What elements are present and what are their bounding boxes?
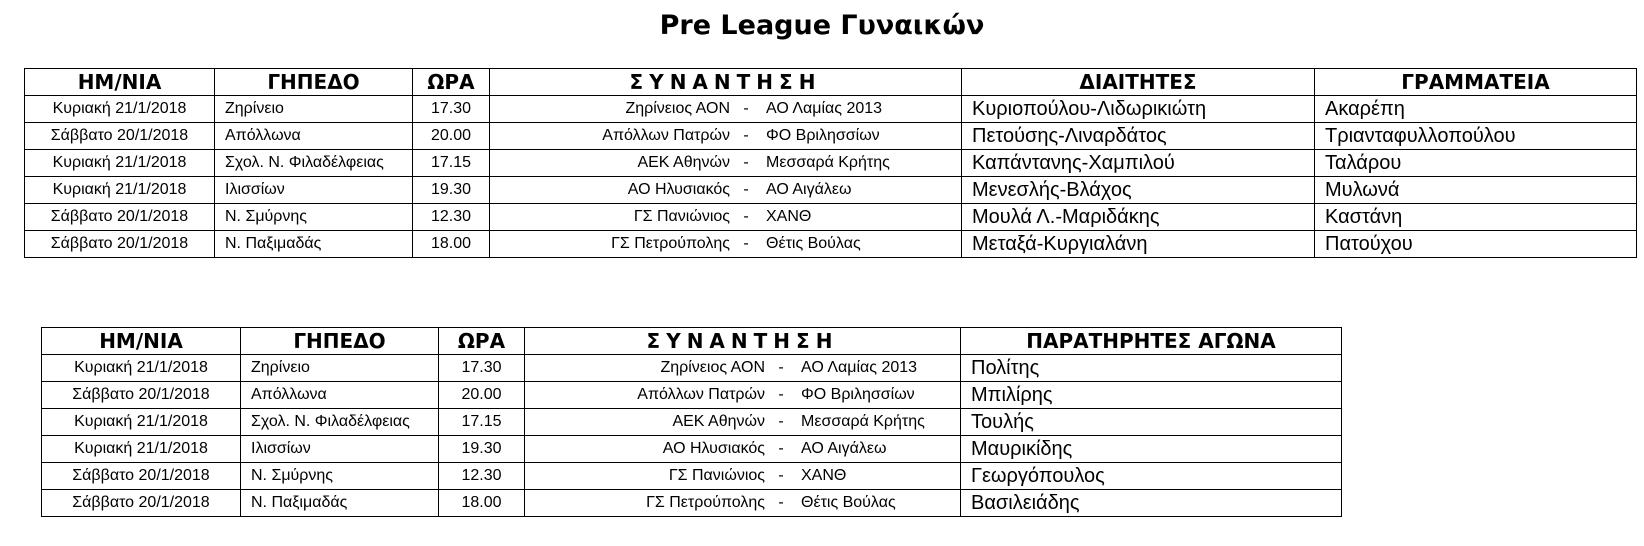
home-team: ΓΣ Πετρούπολης bbox=[646, 494, 765, 511]
away-team: ΧΑΝΘ bbox=[766, 208, 812, 225]
venue-cell: Ν. Παξιμαδάς bbox=[215, 231, 413, 258]
observer-cell: Πολίτης bbox=[961, 355, 1342, 382]
referees-cell: Μενεσλής-Βλάχος bbox=[962, 177, 1315, 204]
away-team: ΑΟ Αιγάλεω bbox=[801, 440, 887, 457]
table-row bbox=[42, 463, 1342, 490]
header-observers: ΠΑΡΑΤΗΡΗΤΕΣ ΑΓΩΝΑ bbox=[961, 328, 1342, 355]
header-date: ΗΜ/ΝΙΑ bbox=[25, 69, 215, 96]
match-cell bbox=[525, 355, 961, 382]
away-team: ΧΑΝΘ bbox=[801, 467, 847, 484]
venue-cell: Σχολ. Ν. Φιλαδέλφειας bbox=[241, 409, 439, 436]
home-team: ΑΟ Ηλυσιακός bbox=[662, 440, 765, 457]
table-header-row bbox=[42, 328, 1342, 355]
match-separator: - bbox=[743, 154, 749, 171]
away-team: Θέτις Βούλας bbox=[766, 235, 861, 252]
referees-cell: Κυριοπούλου-Λιδωρικιώτη bbox=[962, 96, 1315, 123]
date-cell: Σάββατο 20/1/2018 bbox=[42, 382, 241, 409]
venue-cell: Ν. Παξιμαδάς bbox=[241, 490, 439, 517]
time-cell: 12.30 bbox=[413, 204, 490, 231]
match-cell bbox=[490, 177, 962, 204]
table-row bbox=[25, 231, 1637, 258]
match-separator: - bbox=[743, 208, 749, 225]
match-cell bbox=[490, 231, 962, 258]
venue-cell: Ν. Σμύρνης bbox=[215, 204, 413, 231]
time-cell: 12.30 bbox=[439, 463, 525, 490]
secretary-cell: Τριανταφυλλοπούλου bbox=[1315, 123, 1637, 150]
venue-cell: Ζηρίνειο bbox=[241, 355, 439, 382]
header-time: ΩΡΑ bbox=[439, 328, 525, 355]
match-cell bbox=[525, 463, 961, 490]
header-match: ΣΥΝΑΝΤΗΣΗ bbox=[525, 328, 961, 355]
observer-cell: Βασιλειάδης bbox=[961, 490, 1342, 517]
referees-cell: Πετούσης-Λιναρδάτος bbox=[962, 123, 1315, 150]
observer-cell: Τουλής bbox=[961, 409, 1342, 436]
table-row bbox=[25, 96, 1637, 123]
match-separator: - bbox=[778, 413, 784, 430]
match-cell bbox=[490, 96, 962, 123]
date-cell: Σάββατο 20/1/2018 bbox=[42, 463, 241, 490]
referees-cell: Μουλά Λ.-Μαριδάκης bbox=[962, 204, 1315, 231]
table-header-row bbox=[25, 69, 1637, 96]
time-cell: 17.30 bbox=[439, 355, 525, 382]
home-team: ΑΕΚ Αθηνών bbox=[672, 413, 765, 430]
date-cell: Σάββατο 20/1/2018 bbox=[42, 490, 241, 517]
venue-cell: Ιλισσίων bbox=[241, 436, 439, 463]
match-separator: - bbox=[743, 235, 749, 252]
away-team: ΑΟ Λαμίας 2013 bbox=[766, 100, 883, 117]
away-team: Θέτις Βούλας bbox=[801, 494, 896, 511]
secretary-cell: Καστάνη bbox=[1315, 204, 1637, 231]
table-row bbox=[42, 355, 1342, 382]
venue-cell: Ιλισσίων bbox=[215, 177, 413, 204]
time-cell: 18.00 bbox=[413, 231, 490, 258]
match-cell bbox=[525, 409, 961, 436]
observers-table bbox=[41, 327, 1342, 517]
match-separator: - bbox=[743, 127, 749, 144]
match-separator: - bbox=[778, 359, 784, 376]
venue-cell: Απόλλωνα bbox=[241, 382, 439, 409]
home-team: Απόλλων Πατρών bbox=[637, 386, 765, 403]
time-cell: 19.30 bbox=[413, 177, 490, 204]
match-separator: - bbox=[778, 386, 784, 403]
venue-cell: Σχολ. Ν. Φιλαδέλφειας bbox=[215, 150, 413, 177]
table-row bbox=[42, 490, 1342, 517]
home-team: Ζηρίνειος ΑΟΝ bbox=[625, 100, 730, 117]
time-cell: 20.00 bbox=[439, 382, 525, 409]
home-team: ΓΣ Πανιώνιος bbox=[633, 208, 730, 225]
time-cell: 17.30 bbox=[413, 96, 490, 123]
table-row bbox=[25, 150, 1637, 177]
table-row bbox=[42, 382, 1342, 409]
match-cell bbox=[525, 490, 961, 517]
home-team: Ζηρίνειος ΑΟΝ bbox=[660, 359, 765, 376]
away-team: ΦΟ Βριλησσίων bbox=[801, 386, 915, 403]
header-time: ΩΡΑ bbox=[413, 69, 490, 96]
match-cell bbox=[490, 204, 962, 231]
match-cell bbox=[490, 150, 962, 177]
table-row bbox=[25, 204, 1637, 231]
date-cell: Σάββατο 20/1/2018 bbox=[25, 231, 215, 258]
header-match: ΣΥΝΑΝΤΗΣΗ bbox=[490, 69, 962, 96]
home-team: ΑΟ Ηλυσιακός bbox=[627, 181, 730, 198]
date-cell: Σάββατο 20/1/2018 bbox=[25, 204, 215, 231]
referees-table bbox=[24, 68, 1637, 258]
header-secretary: ΓΡΑΜΜΑΤΕΙΑ bbox=[1315, 69, 1637, 96]
table-row bbox=[25, 123, 1637, 150]
time-cell: 20.00 bbox=[413, 123, 490, 150]
date-cell: Κυριακή 21/1/2018 bbox=[42, 436, 241, 463]
page-title: Pre League Γυναικών bbox=[659, 10, 985, 41]
table-row bbox=[42, 409, 1342, 436]
match-cell bbox=[490, 123, 962, 150]
venue-cell: Απόλλωνα bbox=[215, 123, 413, 150]
venue-cell: Ν. Σμύρνης bbox=[241, 463, 439, 490]
away-team: ΑΟ Αιγάλεω bbox=[766, 181, 852, 198]
secretary-cell: Ταλάρου bbox=[1315, 150, 1637, 177]
observer-cell: Μπιλίρης bbox=[961, 382, 1342, 409]
secretary-cell: Μυλωνά bbox=[1315, 177, 1637, 204]
observer-cell: Γεωργόπουλος bbox=[961, 463, 1342, 490]
date-cell: Κυριακή 21/1/2018 bbox=[42, 409, 241, 436]
match-separator: - bbox=[778, 440, 784, 457]
home-team: ΑΕΚ Αθηνών bbox=[637, 154, 730, 171]
header-date: ΗΜ/ΝΙΑ bbox=[42, 328, 241, 355]
match-cell bbox=[525, 382, 961, 409]
time-cell: 18.00 bbox=[439, 490, 525, 517]
date-cell: Κυριακή 21/1/2018 bbox=[42, 355, 241, 382]
header-venue: ΓΗΠΕΔΟ bbox=[215, 69, 413, 96]
date-cell: Κυριακή 21/1/2018 bbox=[25, 150, 215, 177]
header-venue: ΓΗΠΕΔΟ bbox=[241, 328, 439, 355]
match-separator: - bbox=[778, 467, 784, 484]
observer-cell: Μαυρικίδης bbox=[961, 436, 1342, 463]
away-team: ΦΟ Βριλησσίων bbox=[766, 127, 880, 144]
match-separator: - bbox=[743, 181, 749, 198]
match-cell bbox=[525, 436, 961, 463]
time-cell: 17.15 bbox=[439, 409, 525, 436]
away-team: Μεσσαρά Κρήτης bbox=[766, 154, 890, 171]
referees-cell: Καπάντανης-Χαμπιλού bbox=[962, 150, 1315, 177]
date-cell: Κυριακή 21/1/2018 bbox=[25, 96, 215, 123]
match-separator: - bbox=[778, 494, 784, 511]
secretary-cell: Ακαρέπη bbox=[1315, 96, 1637, 123]
home-team: ΓΣ Πανιώνιος bbox=[668, 467, 765, 484]
table-row bbox=[42, 436, 1342, 463]
table-row bbox=[25, 177, 1637, 204]
away-team: Μεσσαρά Κρήτης bbox=[801, 413, 925, 430]
home-team: Απόλλων Πατρών bbox=[602, 127, 730, 144]
secretary-cell: Πατούχου bbox=[1315, 231, 1637, 258]
date-cell: Κυριακή 21/1/2018 bbox=[25, 177, 215, 204]
away-team: ΑΟ Λαμίας 2013 bbox=[801, 359, 918, 376]
venue-cell: Ζηρίνειο bbox=[215, 96, 413, 123]
time-cell: 19.30 bbox=[439, 436, 525, 463]
date-cell: Σάββατο 20/1/2018 bbox=[25, 123, 215, 150]
referees-cell: Μεταξά-Κυργιαλάνη bbox=[962, 231, 1315, 258]
home-team: ΓΣ Πετρούπολης bbox=[611, 235, 730, 252]
match-separator: - bbox=[743, 100, 749, 117]
time-cell: 17.15 bbox=[413, 150, 490, 177]
header-referees: ΔΙΑΙΤΗΤΕΣ bbox=[962, 69, 1315, 96]
